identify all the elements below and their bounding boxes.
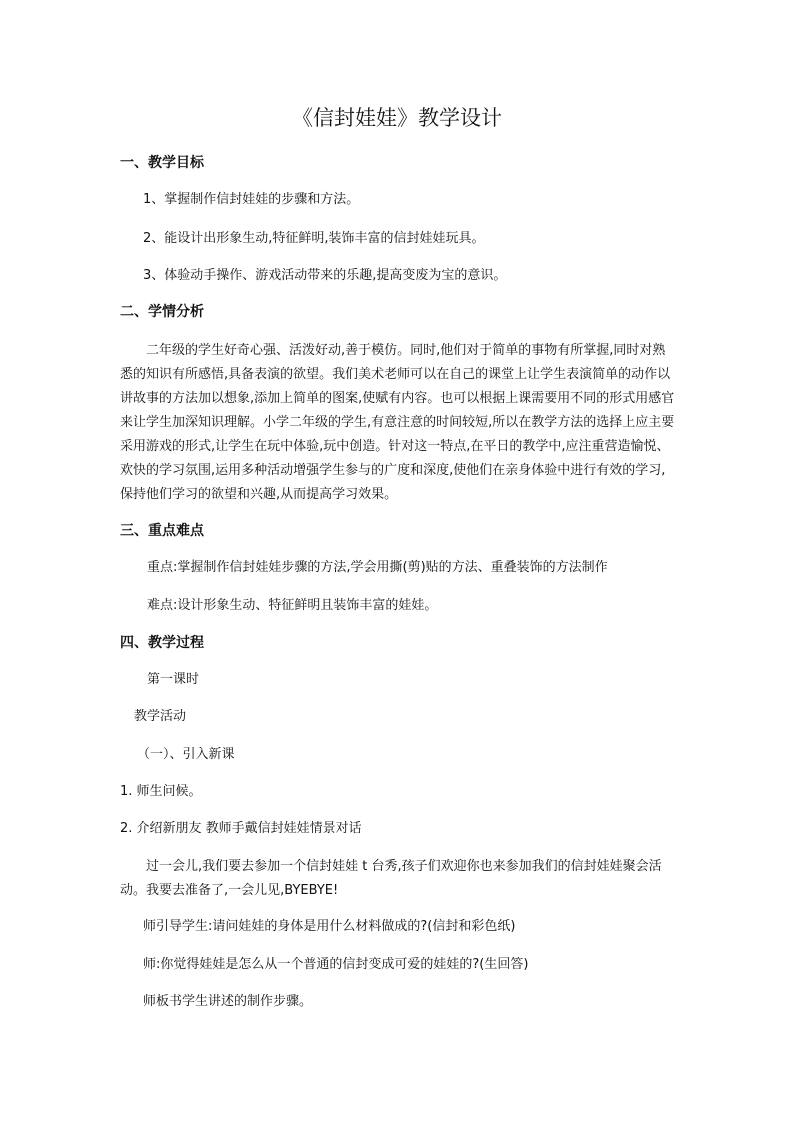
- question-3-text: 师板书学生讲述的制作步骤。: [143, 994, 313, 1009]
- section-heading-process: 四、教学过程: [120, 635, 204, 651]
- section-heading-key-points: 三、重点难点: [120, 523, 204, 539]
- lesson-label: 第一课时: [147, 672, 200, 687]
- activity-label: 教学活动: [134, 709, 187, 724]
- goal-item-1: 1、掌握制作信封娃娃的步骤和方法。: [143, 192, 360, 207]
- analysis-paragraph: 二年级的学生好奇心强、活泼好动,善于模仿。同时,他们对于简单的事物有所掌握,同时对熟悉的知识有所感悟,具备表演的欲望。我们美术老师可以在自己的课堂上让学生表演简单的动作以讲故事的方法加以想象,添加上简单的图案,使赋有内容。也可以根据上课需要用不同的形式用感官来让学生加深知识理解。小学二年级的学生,有意注意的时间较短,所以在教学方法的选择上应主要采用游戏的形式,让学生在玩中体验,玩中创造。针对这一特点,在平日的教学中,应注重营造愉悦、欢快的学习氛围,运用多种活动增强学生参与的广度和深度,使他们在亲身体验中进行有效的学习,保持他们学习的欲望和兴趣,从而提高学习效果。: [120, 343, 675, 502]
- difficulty-text: 难点:设计形象生动、特征鲜明且装饰丰富的娃娃。: [147, 598, 438, 613]
- dialog-paragraph: 过一会儿,我们要去参加一个信封娃娃 t 台秀,孩子们欢迎你也来参加我们的信封娃娃聚会活动。我要去准备了,一会儿见,BYEBYE!: [120, 859, 662, 898]
- step-1-text: 1. 师生问候。: [120, 784, 202, 799]
- part-label: （一）、引入新课: [137, 747, 235, 762]
- document-title: 《信封娃娃》教学设计: [292, 106, 502, 130]
- question-1-text: 师引导学生:请问娃娃的身体是用什么材料做成的?(信封和彩色纸): [143, 919, 516, 934]
- section-heading-goals: 一、教学目标: [120, 155, 204, 171]
- key-point-text: 重点:掌握制作信封娃娃步骤的方法,学会用撕(剪)贴的方法、重叠装饰的方法制作: [147, 560, 608, 575]
- section-heading-analysis: 二、学情分析: [120, 304, 204, 320]
- question-2-text: 师:你觉得娃娃是怎么从一个普通的信封变成可爱的娃娃的?(生回答): [143, 957, 529, 972]
- goal-item-3: 3、体验动手操作、游戏活动带来的乐趣,提高变废为宝的意识。: [143, 268, 507, 283]
- step-2-text: 2. 介绍新朋友 教师手戴信封娃娃情景对话: [120, 821, 362, 836]
- goal-item-2: 2、能设计出形象生动,特征鲜明,装饰丰富的信封娃娃玩具。: [143, 231, 485, 246]
